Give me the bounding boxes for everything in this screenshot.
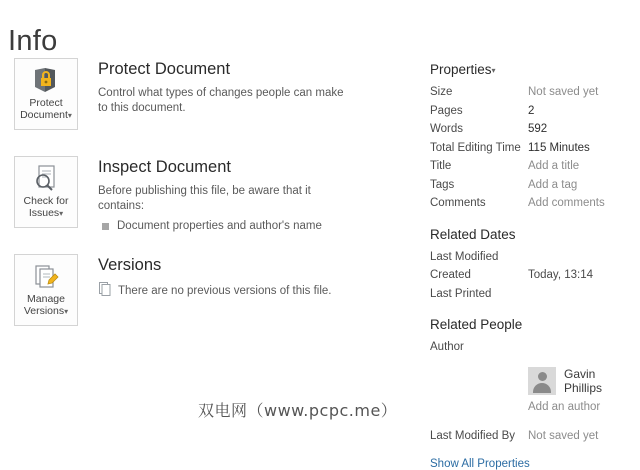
button-label-line2: Issues: [28, 207, 60, 219]
button-label-line2: Versions: [23, 305, 65, 317]
property-label: Comments: [430, 197, 486, 209]
magnifier-document-icon: [15, 163, 77, 193]
check-for-issues-button-label: [15, 195, 77, 220]
manage-versions-button[interactable]: [14, 254, 78, 326]
property-row-words: [430, 120, 630, 139]
related-people-heading: Related People: [430, 317, 523, 332]
avatar-head: [538, 372, 547, 381]
author-name: Gavin Phillips: [564, 366, 603, 395]
lock-shield-icon: [15, 65, 77, 95]
property-value: 2: [528, 104, 535, 117]
versions-empty-text: There are no previous versions of this file.: [118, 284, 332, 297]
versions-title: Versions: [98, 256, 162, 274]
spacer: [430, 303, 630, 317]
property-label: Last Printed: [430, 287, 492, 300]
property-label: Created: [430, 269, 471, 281]
properties-panel: [430, 62, 630, 470]
page-versions-icon: [98, 282, 112, 299]
property-row-title[interactable]: [430, 157, 630, 176]
protect-document-text: [98, 58, 414, 116]
inspect-document-text: [98, 156, 414, 232]
properties-heading[interactable]: [430, 62, 630, 77]
manage-versions-button-label: [15, 293, 77, 318]
property-value-input[interactable]: Add comments: [528, 197, 605, 209]
protect-document-title: Protect Document: [98, 60, 231, 78]
chevron-down-icon[interactable]: ▾: [491, 65, 496, 75]
property-row-pages: [430, 102, 630, 121]
protect-document-button[interactable]: [14, 58, 78, 130]
property-label: Author: [430, 341, 464, 353]
property-row-created: [430, 266, 630, 285]
property-label: Tags: [430, 178, 455, 191]
inspect-document-bullet: [98, 220, 414, 232]
info-actions-column: [14, 58, 414, 352]
bullet-square-icon: [102, 223, 109, 230]
property-label: Last Modified: [430, 250, 499, 263]
inspect-document-bullet-text: Document properties and author's name: [117, 220, 322, 232]
property-row-last-modified: [430, 248, 630, 267]
inspect-document-description: Before publishing this file, be aware that it contains:: [98, 185, 311, 212]
property-row-author: [430, 338, 630, 357]
button-label-line1: Protect: [29, 97, 63, 109]
chevron-down-icon[interactable]: ▾: [59, 209, 64, 218]
author-entry[interactable]: [528, 367, 630, 395]
property-label: Total Editing Time: [430, 141, 521, 154]
property-value-input[interactable]: Add a title: [528, 160, 580, 172]
property-value: Not saved yet: [528, 86, 599, 98]
property-label: Words: [430, 123, 464, 135]
property-value: Not saved yet: [528, 429, 599, 442]
check-for-issues-button[interactable]: [14, 156, 78, 228]
property-row-comments[interactable]: [430, 194, 630, 213]
properties-heading-label: Properties: [430, 62, 492, 77]
chevron-down-icon[interactable]: ▾: [67, 111, 72, 120]
avatar-body: [533, 383, 551, 393]
versions-empty-line: [98, 282, 414, 299]
show-all-properties-link[interactable]: Show All Properties: [430, 458, 530, 470]
versions-text: [98, 254, 414, 299]
related-dates-heading: Related Dates: [430, 226, 516, 242]
property-value: 115 Minutes: [528, 141, 590, 154]
page-title: Info: [8, 25, 58, 58]
property-label: Size: [430, 86, 453, 98]
spacer: [430, 413, 630, 427]
versions-block: [14, 254, 414, 332]
property-label: Pages: [430, 104, 463, 117]
protect-document-description: Control what types of changes people can make to this document.: [98, 87, 344, 114]
avatar: [528, 367, 556, 395]
property-row-last-modified-by: [430, 427, 630, 446]
property-value-input[interactable]: Add a tag: [528, 178, 578, 191]
protect-document-block: [14, 58, 414, 136]
chevron-down-icon[interactable]: ▾: [64, 307, 69, 316]
versions-stack-icon: [15, 261, 77, 291]
button-label-line2: Document: [20, 109, 68, 121]
button-label-line1: Manage: [27, 293, 65, 305]
property-value: 592: [528, 123, 548, 135]
inspect-document-title: Inspect Document: [98, 158, 231, 176]
property-row-total-editing-time: [430, 139, 630, 158]
properties-rows: [430, 83, 630, 213]
protect-document-button-label: [15, 97, 77, 122]
property-label: Last Modified By: [430, 429, 516, 442]
related-dates-rows: [430, 248, 630, 304]
property-value: Today, 13:14: [528, 269, 594, 281]
inspect-document-block: [14, 156, 414, 234]
add-author-input[interactable]: Add an author: [528, 400, 601, 413]
property-label: Title: [430, 160, 452, 172]
watermark: 双电网（www.pcpc.me）: [198, 401, 398, 420]
button-label-line1: Check for: [23, 195, 69, 207]
property-row-size: [430, 83, 630, 102]
property-row-last-printed: [430, 285, 630, 304]
spacer: [430, 213, 630, 227]
property-row-tags[interactable]: [430, 176, 630, 195]
